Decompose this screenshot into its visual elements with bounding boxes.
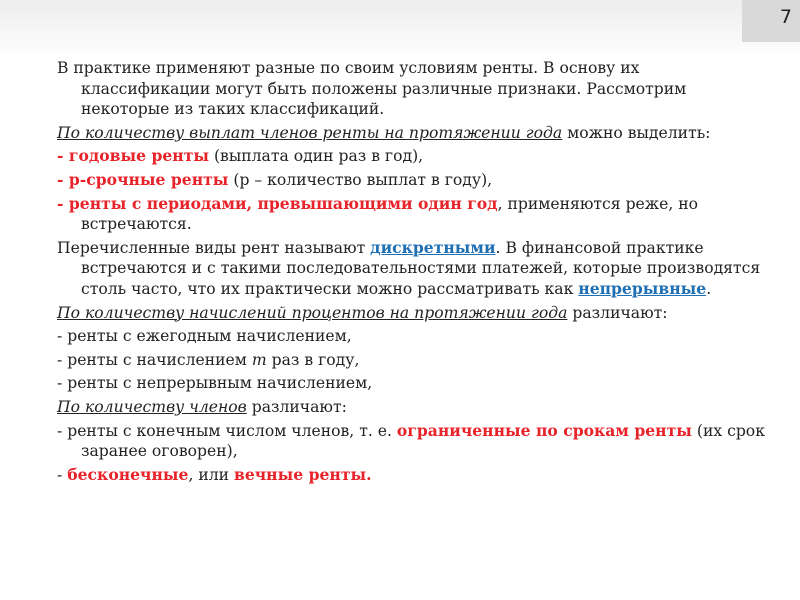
- discrete-after: .: [706, 279, 712, 298]
- p-period-rent-desc: (p – количество выплат в году),: [228, 170, 493, 189]
- annual-rent-desc: (выплата один раз в год),: [209, 147, 424, 166]
- intro-paragraph: В практике применяют разные по своим условиям ренты. В основу их классификации могут быть положены различные признаки. Рассмотрим некоторые из таких классификаций.: [57, 59, 687, 119]
- annual-rent-term: годовые ренты: [68, 146, 210, 166]
- interest-classification-heading: По количеству начислений процентов на протяжении года: [57, 303, 568, 322]
- payments-classification-tail: можно выделить:: [562, 123, 711, 142]
- m-variable: m: [251, 350, 267, 369]
- interest-classification-tail: различают:: [567, 303, 668, 322]
- infinite-middle: , или: [188, 465, 235, 484]
- infinite-term: бесконечные: [67, 464, 189, 484]
- m-accrual-item: [57, 350, 772, 371]
- interest-classification-paragraph: [57, 303, 772, 324]
- infinite-after: .: [366, 464, 372, 484]
- infinite-rent-item: [57, 465, 772, 486]
- discrete-term: дискретными: [370, 237, 496, 257]
- long-period-rent-dash: -: [57, 193, 69, 213]
- members-classification-heading: По количеству членов: [57, 397, 247, 416]
- members-classification-paragraph: [57, 397, 772, 418]
- page-number-box: [742, 0, 800, 42]
- infinite-dash: -: [57, 465, 68, 484]
- continuous-accrual-item: - ренты с непрерывным начислением,: [57, 374, 373, 393]
- continuous-term: непрерывные: [578, 278, 707, 298]
- annual-rent-item: [57, 146, 772, 167]
- annual-rent-dash: -: [57, 146, 69, 166]
- finite-before: - ренты с конечным числом членов, т. е.: [57, 421, 397, 440]
- payments-classification-paragraph: [57, 123, 772, 144]
- finite-rent-item: [57, 421, 772, 462]
- finite-term: ограниченные по срокам ренты: [396, 420, 692, 440]
- discrete-middle: . В финансовой практике встречаются и с такими последовательностями платежей, которые производятся столь часто, что их практически можно рассматривать как: [81, 238, 761, 298]
- long-period-rent-item: [57, 194, 772, 235]
- yearly-accrual-item: - ренты с ежегодным начислением,: [57, 327, 352, 346]
- p-period-rent-dash: -: [57, 169, 69, 189]
- page-number: 7: [779, 6, 792, 28]
- long-period-rent-desc: , применяются реже, но встречаются.: [81, 194, 699, 234]
- discrete-paragraph: [57, 238, 772, 300]
- perpetual-term: вечные ренты: [234, 464, 367, 484]
- members-classification-tail: различают:: [246, 397, 347, 416]
- m-accrual-before: - ренты с начислением: [57, 350, 252, 369]
- m-accrual-after: раз в году,: [266, 350, 360, 369]
- long-period-rent-term: ренты с периодами, превышающими один год: [68, 193, 498, 213]
- slide-body: [57, 58, 772, 488]
- payments-classification-heading: По количеству выплат членов ренты на протяжении года: [57, 123, 563, 142]
- p-period-rent-term: p-срочные ренты: [68, 169, 229, 189]
- finite-after: (их срок заранее оговорен),: [81, 421, 765, 461]
- p-period-rent-item: [57, 170, 772, 191]
- discrete-before: Перечисленные виды рент называют: [57, 238, 371, 257]
